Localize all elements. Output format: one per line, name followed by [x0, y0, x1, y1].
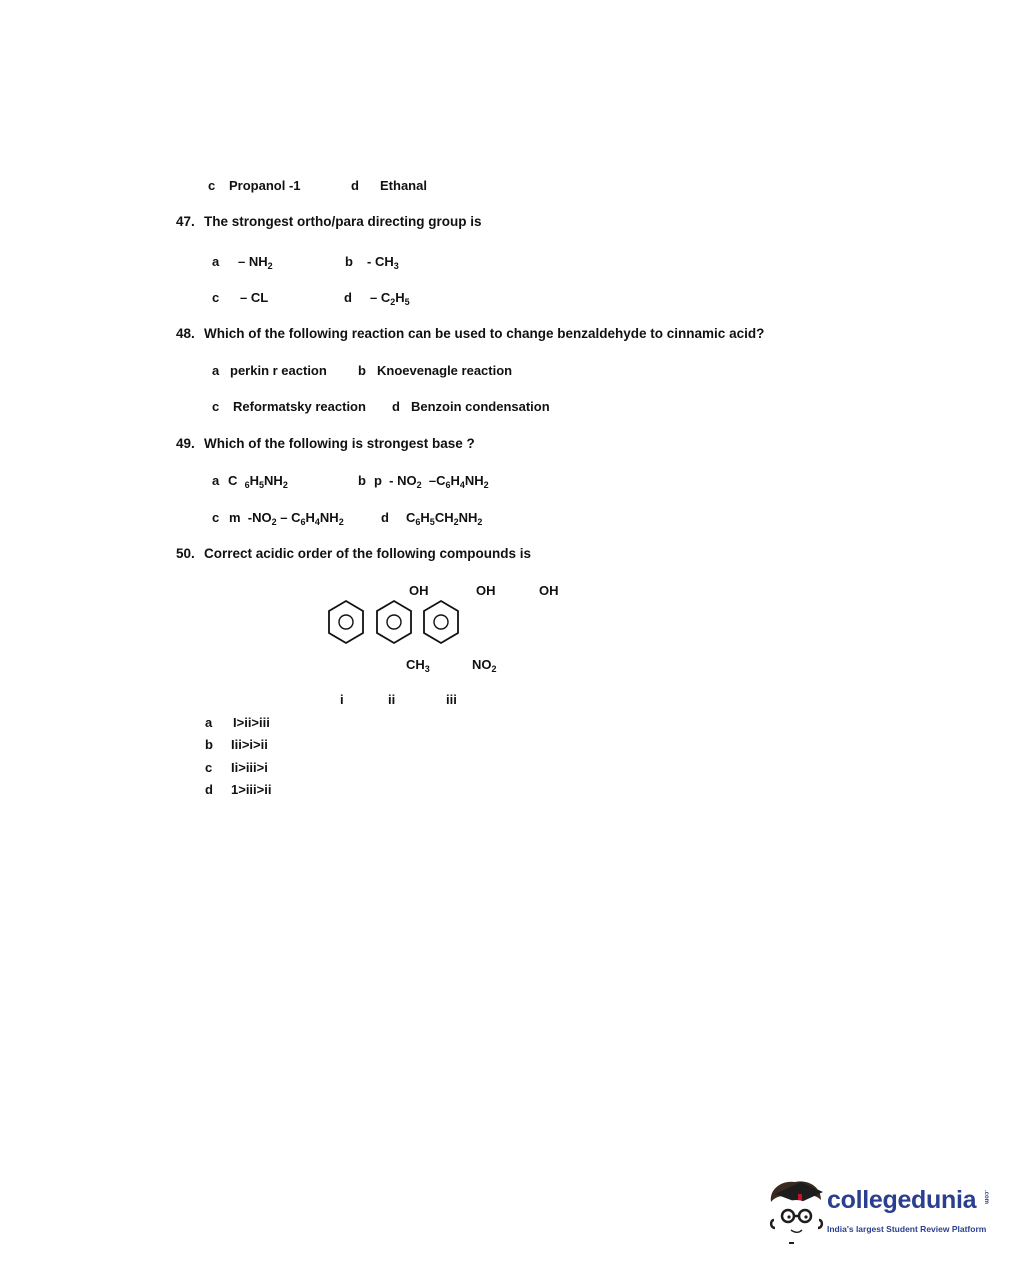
option-label: c: [208, 178, 216, 193]
compound-label: ii: [388, 692, 396, 707]
option-text: Reformatsky reaction: [233, 399, 366, 414]
option-formula: – $C_2H_5$: [370, 290, 410, 307]
methyl-group-label: $CH_3$: [406, 657, 430, 674]
option-label: d: [392, 399, 400, 414]
option-label: d: [351, 178, 359, 193]
option-formula: $C_6H_5CH_2NH_2$: [406, 510, 483, 527]
option-formula: – $NH_2$: [238, 254, 273, 271]
option-text: I>ii>iii: [233, 715, 270, 730]
option-label: d: [381, 510, 389, 525]
question-text: Which of the following reaction can be used to change benzaldehyde to cinnamic acid?: [204, 326, 765, 341]
option-text: Propanol -1: [229, 178, 301, 193]
option-formula: - $CH_3$: [367, 254, 399, 271]
question-number: 48.: [176, 326, 195, 341]
option-label: c: [212, 399, 220, 414]
question-text: Correct acidic order of the following compounds is: [204, 546, 532, 561]
option-text: 1>iii>ii: [231, 782, 272, 797]
compound-label: i: [340, 692, 344, 707]
benzene-ring-icon: [374, 598, 414, 646]
option-label: b: [345, 254, 353, 269]
mascot-icon: [765, 1176, 827, 1246]
option-formula: C $_6H_5NH_2$: [228, 473, 288, 490]
option-text: Ii>iii>i: [231, 760, 268, 775]
option-text: Benzoin condensation: [411, 399, 550, 414]
option-text: perkin r eaction: [230, 363, 327, 378]
option-label: c: [205, 760, 213, 775]
option-label: a: [212, 473, 220, 488]
option-text: Ethanal: [380, 178, 427, 193]
option-formula: – CL: [240, 290, 269, 305]
option-label: a: [212, 363, 220, 378]
option-label: c: [212, 290, 220, 305]
collegedunia-logo: [765, 1176, 1000, 1246]
question-number: 47.: [176, 214, 195, 229]
option-label: d: [344, 290, 352, 305]
hydroxyl-group-label: OH: [476, 583, 496, 598]
option-text: Knoevenagle reaction: [377, 363, 513, 378]
option-label: b: [358, 473, 366, 488]
option-text: Iii>i>ii: [231, 737, 268, 752]
option-formula: m $-NO_2 - C_6H_4NH_2$: [229, 510, 344, 527]
nitro-group-label: $NO_2$: [472, 657, 497, 674]
benzene-ring-icon: [326, 598, 366, 646]
option-label: a: [212, 254, 220, 269]
question-text: The strongest ortho/para directing group is: [204, 214, 482, 229]
question-number: 49.: [176, 436, 195, 451]
option-label: c: [212, 510, 220, 525]
benzene-ring-icon: [421, 598, 461, 646]
compound-label: iii: [446, 692, 457, 707]
logo-tagline: India's largest Student Review Platform: [827, 1224, 987, 1234]
hydroxyl-group-label: OH: [539, 583, 559, 598]
option-formula: p - $NO_2$ $-C_6H_4NH_2$: [374, 473, 489, 490]
question-number: 50.: [176, 546, 195, 561]
logo-wordmark: collegedunia: [827, 1186, 977, 1214]
option-label: b: [358, 363, 366, 378]
logo-dotcom: .com: [983, 1190, 989, 1205]
option-label: a: [205, 715, 213, 730]
hydroxyl-group-label: OH: [409, 583, 429, 598]
question-text: Which of the following is strongest base ?: [204, 436, 475, 451]
option-label: d: [205, 782, 213, 797]
option-label: b: [205, 737, 213, 752]
